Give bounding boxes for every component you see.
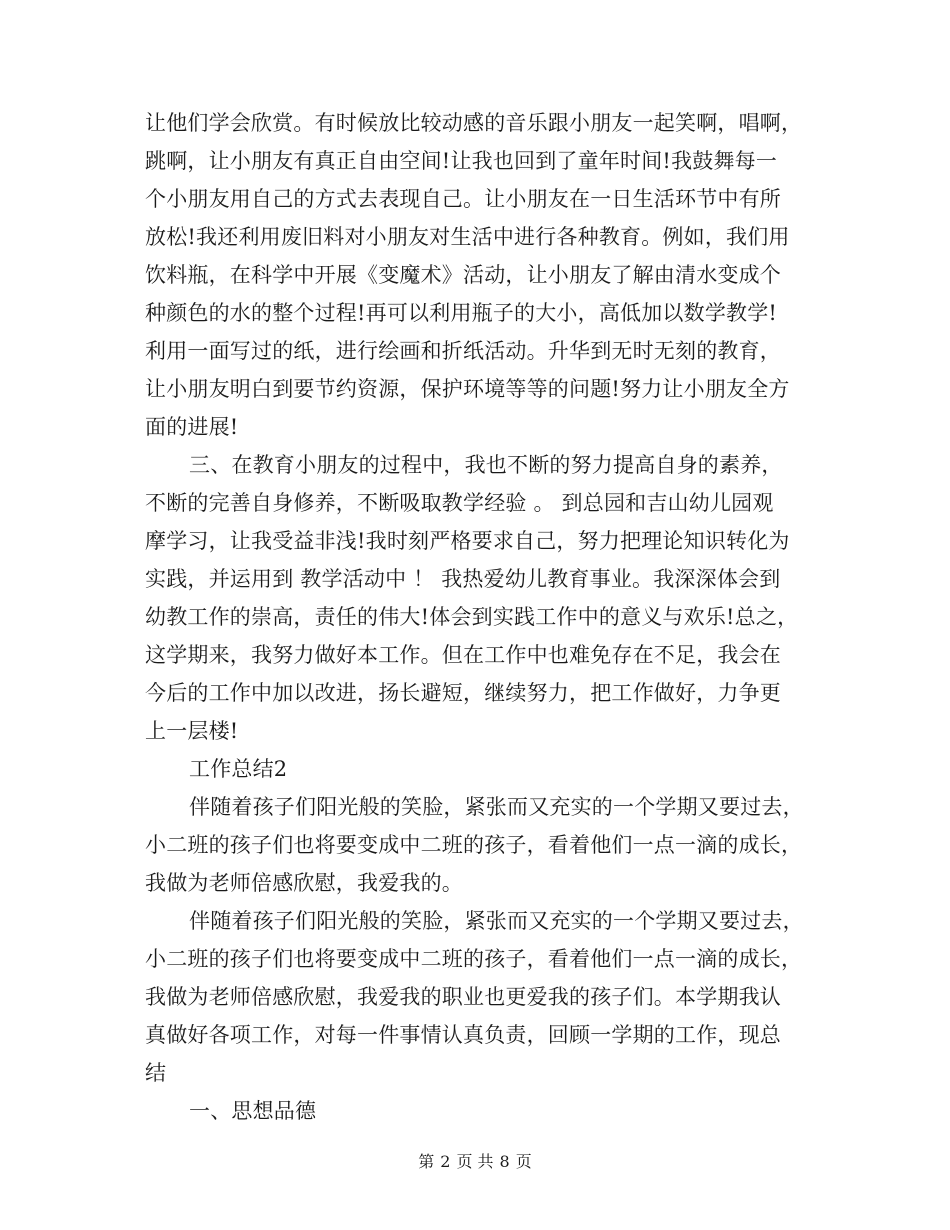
text-line: 不断的完善自身修养，不断吸取教学经验 。 到总园和吉山幼儿园观 <box>145 491 774 515</box>
text-line: 一、思想品德 <box>189 1099 317 1123</box>
text-line: 幼教工作的崇高，责任的伟大!体会到实践工作中的意义与欢乐!总之， <box>145 605 799 629</box>
text-line: 种颜色的水的整个过程!再可以利用瓶子的大小，高低加以数学教学! <box>145 301 778 325</box>
text-line: 我做为老师倍感欣慰，我爱我的职业也更爱我的孩子们。本学期我认 <box>145 985 781 1009</box>
text-line: 实践，并运用到 教学活动中 ！ 我热爱幼儿教育事业。我深深体会到 <box>145 567 781 591</box>
text-line: 面的进展! <box>145 415 239 439</box>
text-line: 让他们学会欣赏。有时候放比较动感的音乐跟小朋友一起笑啊，唱啊， <box>145 111 803 135</box>
text-line: 个小朋友用自己的方式去表现自己。让小朋友在一日生活环节中有所 <box>145 187 781 211</box>
text-line: 结 <box>145 1061 167 1085</box>
footer-prefix: 第 <box>418 1152 435 1171</box>
document-body <box>145 104 810 1130</box>
text-line: 今后的工作中加以改进，扬长避短，继续努力，把工作做好，力争更 <box>145 681 781 705</box>
footer-current-page: 2 <box>440 1152 451 1171</box>
footer-suffix: 页 <box>515 1152 532 1171</box>
text-line: 伴随着孩子们阳光般的笑脸，紧张而又充实的一个学期又要过去， <box>189 909 804 933</box>
text-line: 跳啊，让小朋友有真正自由空间!让我也回到了童年时间!我鼓舞每一 <box>145 149 778 173</box>
text-line: 小二班的孩子们也将要变成中二班的孩子，看着他们一点一滴的成长， <box>145 833 803 857</box>
text-line: 这学期来，我努力做好本工作。但在工作中也难免存在不足，我会在 <box>145 643 781 667</box>
footer-middle: 页 共 <box>456 1152 494 1171</box>
text-line: 三、在教育小朋友的过程中，我也不断的努力提高自身的素养， <box>189 453 783 477</box>
text-line: 摩学习，让我受益非浅!我时刻严格要求自己，努力把理论知识转化为 <box>145 529 790 553</box>
page-footer <box>0 1150 950 1174</box>
text-line: 工作总结2 <box>189 757 288 781</box>
text-line: 上一层楼! <box>145 719 239 743</box>
text-line: 我做为老师倍感欣慰，我爱我的。 <box>145 871 463 895</box>
text-line: 放松!我还利用废旧料对小朋友对生活中进行各种教育。例如，我们用 <box>145 225 790 249</box>
text-line: 小二班的孩子们也将要变成中二班的孩子，看着他们一点一滴的成长， <box>145 947 803 971</box>
text-line: 伴随着孩子们阳光般的笑脸，紧张而又充实的一个学期又要过去， <box>189 795 804 819</box>
text-line: 饮料瓶，在科学中开展《变魔术》活动，让小朋友了解由清水变成个 <box>145 263 781 287</box>
text-line: 真做好各项工作，对每一件事情认真负责，回顾一学期的工作，现总 <box>145 1023 781 1047</box>
text-line: 利用一面写过的纸，进行绘画和折纸活动。升华到无时无刻的教育， <box>145 339 781 363</box>
footer-total-pages: 8 <box>499 1152 510 1171</box>
text-line: 让小朋友明白到要节约资源，保护环境等等的问题!努力让小朋友全方 <box>145 377 790 401</box>
